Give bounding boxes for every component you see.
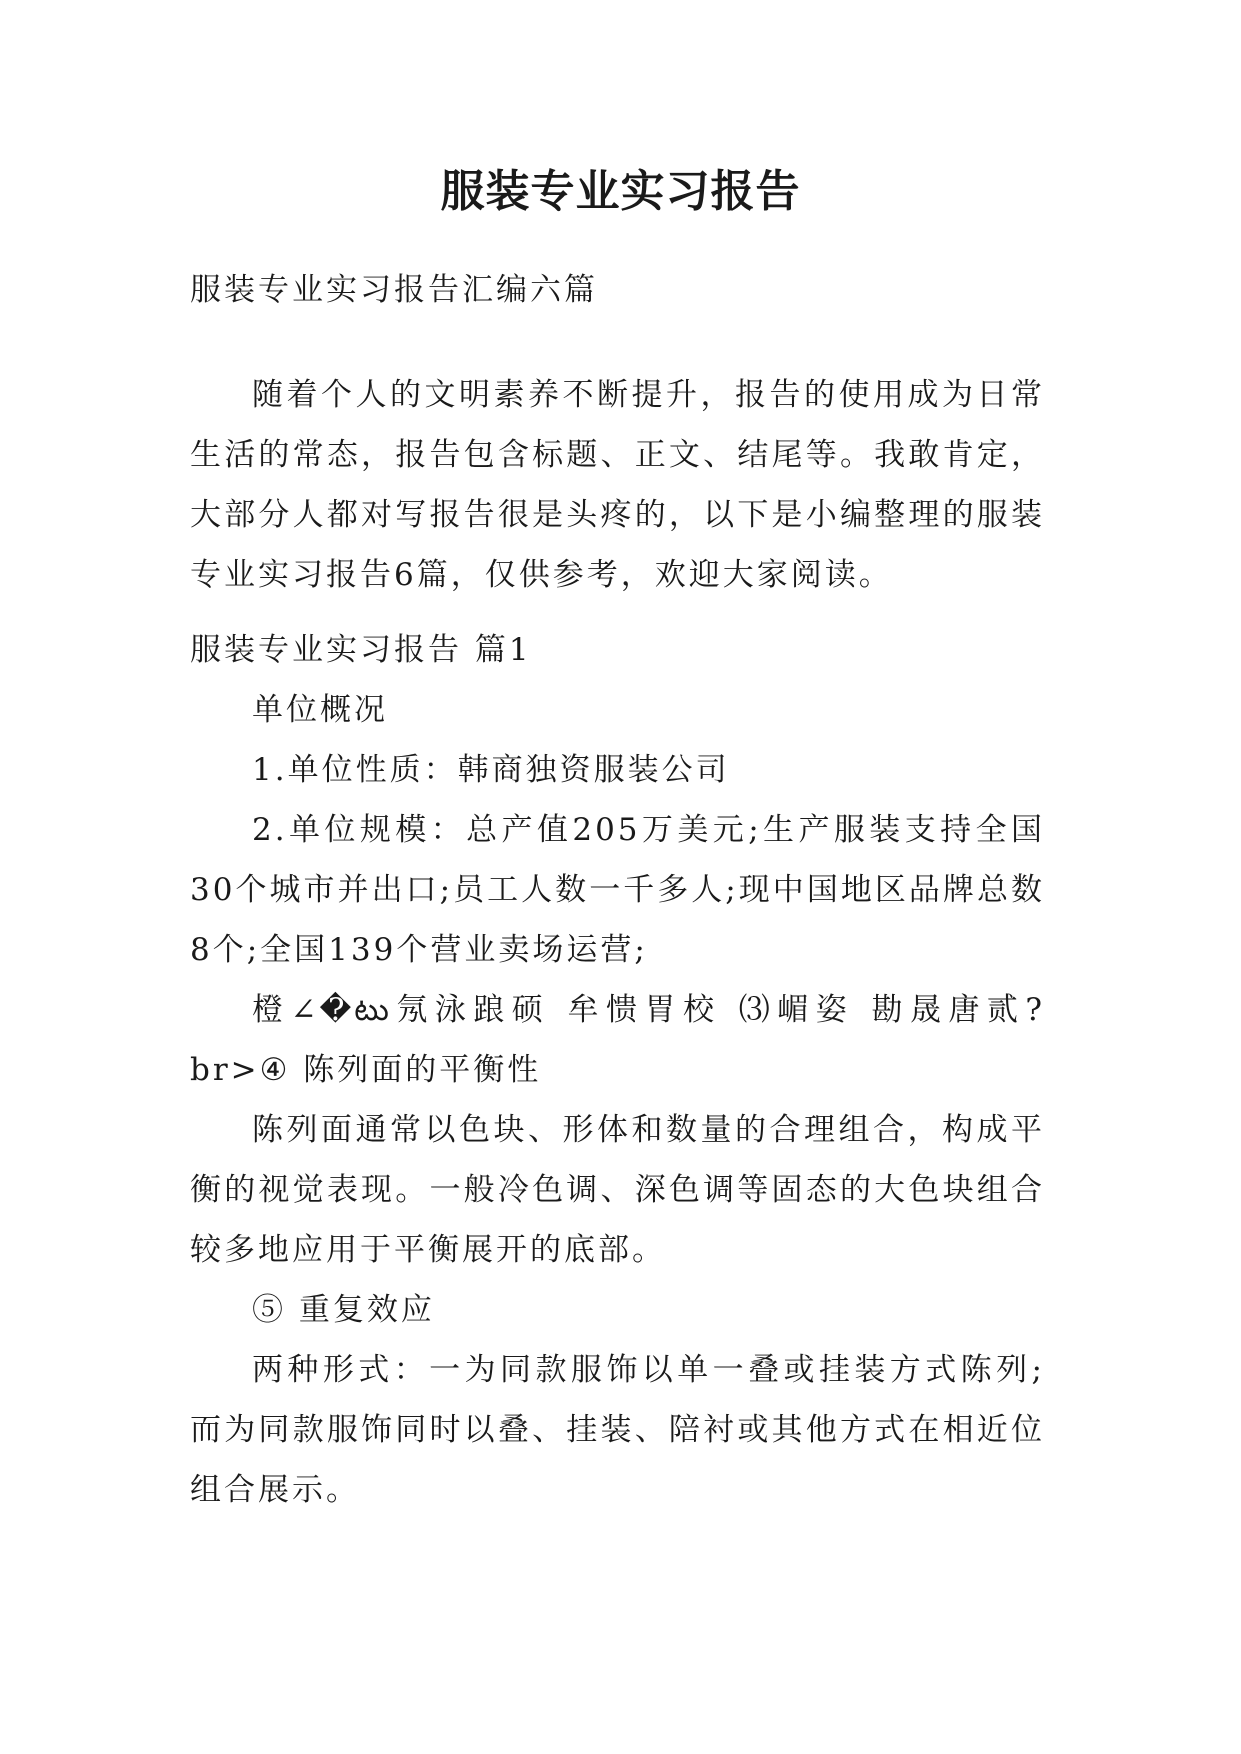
paragraph: 陈列面通常以色块、形体和数量的合理组合，构成平衡的视觉表现。一般冷色调、深色调等固态的大色块组合较多地应用于平衡展开的底部。	[190, 1112, 1045, 1268]
intro-block	[190, 365, 1045, 605]
paragraph: ⑤ 重复效应	[252, 1292, 435, 1328]
paragraph: 单位概况	[252, 692, 388, 728]
intro-paragraph: 随着个人的文明素养不断提升，报告的使用成为日常生活的常态，报告包含标题、正文、结尾等。我敢肯定，大部分人都对写报告很是头疼的，以下是小编整理的服装专业实习报告6篇，仅供参考，欢迎大家阅读。	[190, 377, 1045, 593]
subtitle-block	[190, 260, 1045, 320]
paragraph: 1.单位性质：韩商独资服装公司	[252, 752, 730, 788]
document-subtitle: 服装专业实习报告汇编六篇	[190, 272, 598, 308]
paragraph: 橙∠�టు氖泳踉硕 牟愦胃校 ⑶嵋姿 勘晟唐贰?br>④ 陈列面的平衡性	[190, 992, 1045, 1088]
document-title: 服装专业实习报告	[440, 166, 801, 217]
paragraph: 两种形式：一为同款服饰以单一叠或挂装方式陈列;而为同款服饰同时以叠、挂装、陪衬或其他方式在相近位组合展示。	[190, 1352, 1045, 1508]
paragraph: 2.单位规模：总产值205万美元;生产服装支持全国30个城市并出口;员工人数一千多人;现中国地区品牌总数8个;全国139个营业卖场运营;	[190, 812, 1045, 968]
section-heading: 服装专业实习报告 篇1	[190, 632, 532, 668]
section-block	[190, 620, 1045, 1520]
